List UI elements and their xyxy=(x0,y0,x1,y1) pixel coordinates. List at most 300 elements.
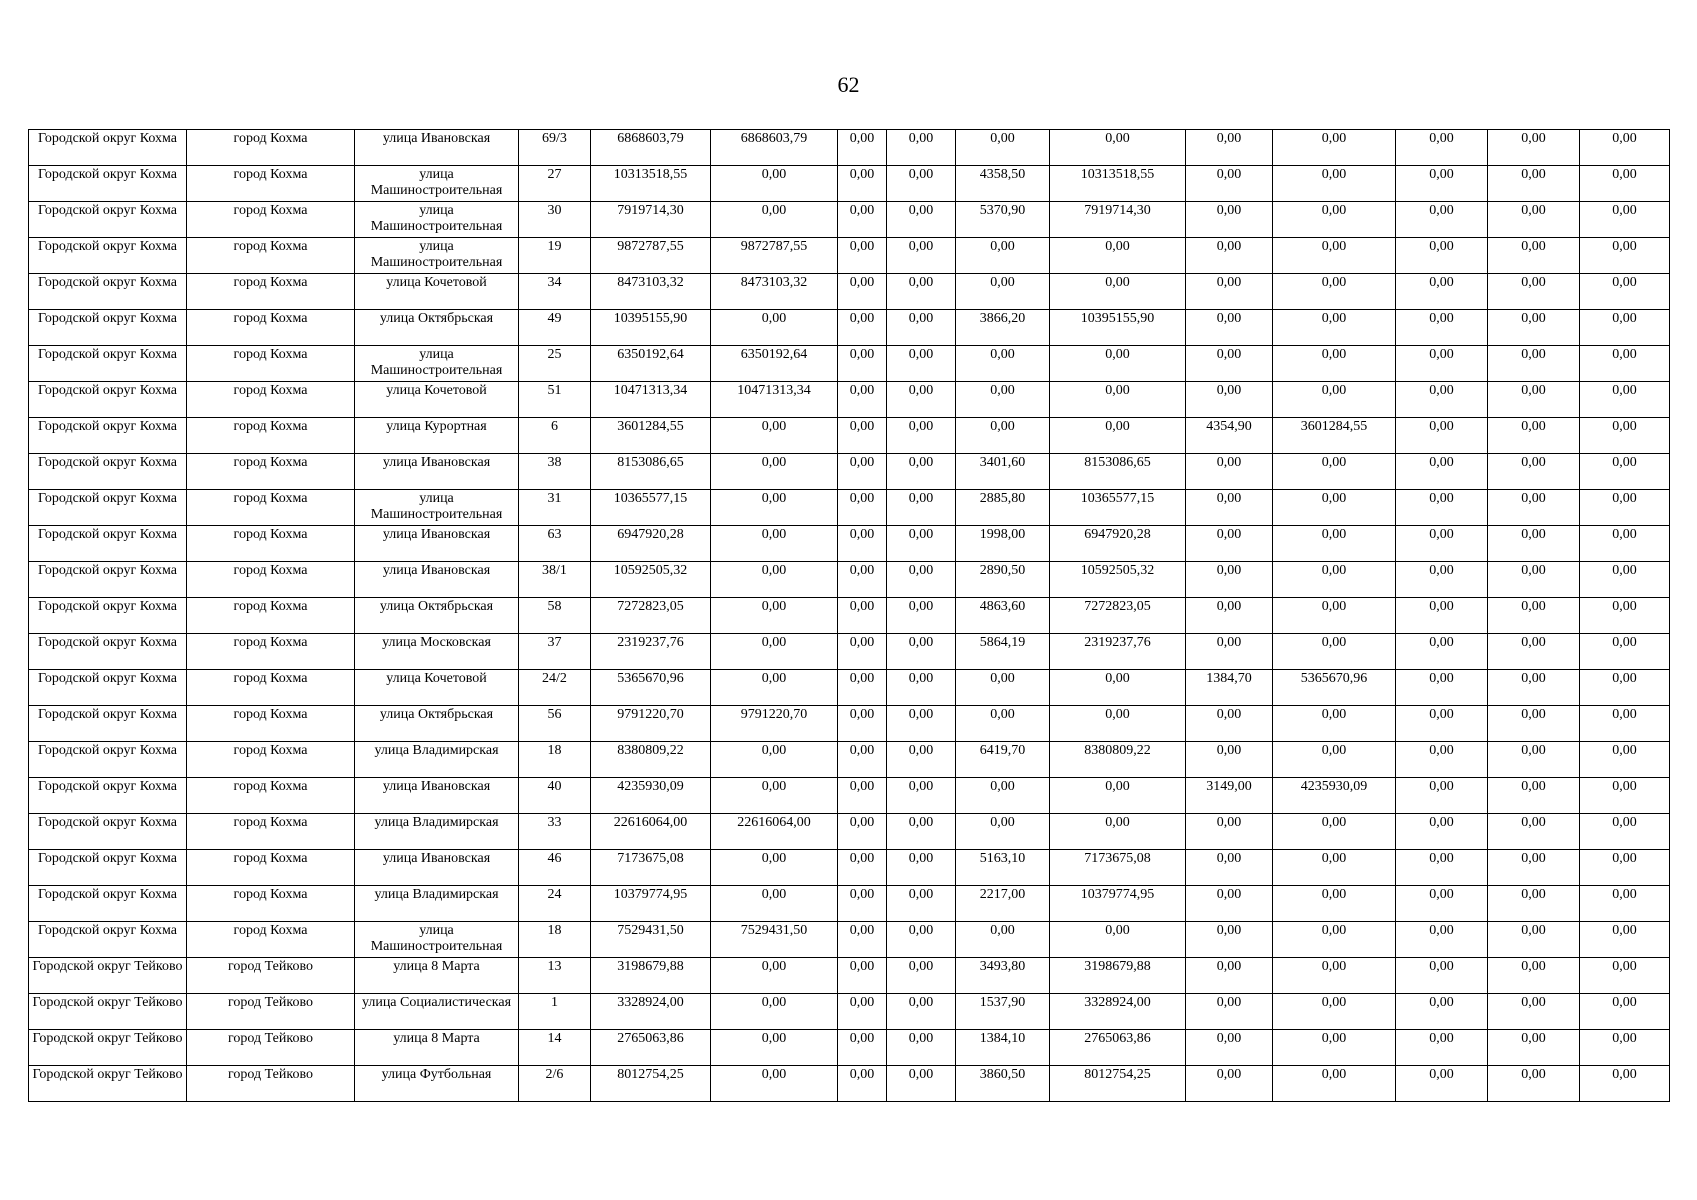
table-cell: Городской округ Кохма xyxy=(29,382,187,418)
table-cell: 0,00 xyxy=(887,382,956,418)
table-row xyxy=(29,850,1670,886)
table-cell: 51 xyxy=(519,382,591,418)
table-cell: 0,00 xyxy=(711,886,838,922)
table-cell: город Кохма xyxy=(187,814,355,850)
table-cell: город Кохма xyxy=(187,202,355,238)
table-cell: 0,00 xyxy=(1273,202,1396,238)
table-cell: 9872787,55 xyxy=(591,238,711,274)
table-cell: 0,00 xyxy=(838,994,887,1030)
table-row xyxy=(29,922,1670,958)
table-cell: 0,00 xyxy=(711,526,838,562)
table-cell: Городской округ Кохма xyxy=(29,238,187,274)
table-cell: 2765063,86 xyxy=(591,1030,711,1066)
table-cell: 3198679,88 xyxy=(1050,958,1186,994)
table-cell: 0,00 xyxy=(1488,1066,1580,1102)
table-cell: улица Владимирская xyxy=(355,814,519,850)
table-cell: 1 xyxy=(519,994,591,1030)
table-cell: 0,00 xyxy=(1273,742,1396,778)
table-cell: 0,00 xyxy=(1488,382,1580,418)
table-cell: 0,00 xyxy=(1396,166,1488,202)
table-cell: 0,00 xyxy=(838,850,887,886)
table-cell: 0,00 xyxy=(1488,598,1580,634)
table-cell: 0,00 xyxy=(1186,814,1273,850)
table-cell: улица Машиностроительная xyxy=(355,166,519,202)
table-cell: 8473103,32 xyxy=(711,274,838,310)
table-cell: 0,00 xyxy=(887,346,956,382)
table-cell: 0,00 xyxy=(1273,634,1396,670)
table-cell: улица Ивановская xyxy=(355,778,519,814)
table-cell: 0,00 xyxy=(1050,922,1186,958)
table-cell: 30 xyxy=(519,202,591,238)
table-cell: 0,00 xyxy=(1580,850,1670,886)
table-cell: город Кохма xyxy=(187,598,355,634)
table-cell: 0,00 xyxy=(1488,238,1580,274)
table-cell: 0,00 xyxy=(1050,778,1186,814)
table-cell: 0,00 xyxy=(1488,526,1580,562)
table-cell: 0,00 xyxy=(956,922,1050,958)
table-cell: 0,00 xyxy=(1050,706,1186,742)
table-cell: 0,00 xyxy=(711,202,838,238)
table-cell: город Кохма xyxy=(187,634,355,670)
table-cell: город Кохма xyxy=(187,490,355,526)
table-cell: 0,00 xyxy=(711,1066,838,1102)
table-cell: 8153086,65 xyxy=(591,454,711,490)
table-cell: 0,00 xyxy=(1580,994,1670,1030)
table-cell: 0,00 xyxy=(1273,850,1396,886)
table-cell: Городской округ Кохма xyxy=(29,634,187,670)
table-cell: 18 xyxy=(519,742,591,778)
table-cell: 0,00 xyxy=(1396,310,1488,346)
table-cell: 0,00 xyxy=(1186,238,1273,274)
table-cell: 9791220,70 xyxy=(591,706,711,742)
table-cell: улица Ивановская xyxy=(355,454,519,490)
table-cell: 4235930,09 xyxy=(1273,778,1396,814)
table-cell: город Кохма xyxy=(187,166,355,202)
table-cell: Городской округ Тейково xyxy=(29,994,187,1030)
table-cell: 0,00 xyxy=(1396,994,1488,1030)
table-cell: 0,00 xyxy=(1186,994,1273,1030)
table-row xyxy=(29,886,1670,922)
table-cell: 0,00 xyxy=(887,1030,956,1066)
table-cell: 5370,90 xyxy=(956,202,1050,238)
table-cell: 0,00 xyxy=(1273,562,1396,598)
table-cell: 0,00 xyxy=(956,274,1050,310)
table-cell: улица Кочетовой xyxy=(355,274,519,310)
table-cell: 0,00 xyxy=(838,454,887,490)
table-cell: 8380809,22 xyxy=(1050,742,1186,778)
table-cell: улица Футбольная xyxy=(355,1066,519,1102)
table-cell: 0,00 xyxy=(1396,490,1488,526)
table-cell: 6 xyxy=(519,418,591,454)
table-row xyxy=(29,1030,1670,1066)
table-cell: 0,00 xyxy=(1273,310,1396,346)
table-cell: 3493,80 xyxy=(956,958,1050,994)
table-cell: 0,00 xyxy=(1273,382,1396,418)
table-cell: 0,00 xyxy=(711,166,838,202)
table-cell: 0,00 xyxy=(1580,418,1670,454)
table-cell: 0,00 xyxy=(887,634,956,670)
table-cell: 10365577,15 xyxy=(1050,490,1186,526)
table-cell: 0,00 xyxy=(1580,742,1670,778)
table-cell: 0,00 xyxy=(1488,742,1580,778)
table-cell: Городской округ Тейково xyxy=(29,1030,187,1066)
table-cell: 0,00 xyxy=(1186,850,1273,886)
table-cell: Городской округ Кохма xyxy=(29,202,187,238)
table-cell: 31 xyxy=(519,490,591,526)
table-cell: Городской округ Кохма xyxy=(29,310,187,346)
table-cell: улица Социалистическая xyxy=(355,994,519,1030)
table-cell: 0,00 xyxy=(887,778,956,814)
table-cell: город Тейково xyxy=(187,958,355,994)
table-cell: улица 8 Марта xyxy=(355,1030,519,1066)
table-cell: 0,00 xyxy=(956,238,1050,274)
table-cell: 0,00 xyxy=(1273,1030,1396,1066)
table-cell: 58 xyxy=(519,598,591,634)
table-cell: 0,00 xyxy=(1186,202,1273,238)
table-cell: 0,00 xyxy=(838,886,887,922)
table-cell: 0,00 xyxy=(838,202,887,238)
table-cell: 5163,10 xyxy=(956,850,1050,886)
table-cell: город Кохма xyxy=(187,382,355,418)
table-cell: 0,00 xyxy=(1273,598,1396,634)
table-cell: 2/6 xyxy=(519,1066,591,1102)
table-cell: 0,00 xyxy=(838,922,887,958)
table-cell: 0,00 xyxy=(1273,238,1396,274)
table-cell: Городской округ Кохма xyxy=(29,778,187,814)
table-row xyxy=(29,670,1670,706)
table-cell: улица Курортная xyxy=(355,418,519,454)
page-number: 62 xyxy=(837,72,860,97)
table-cell: 0,00 xyxy=(711,490,838,526)
table-cell: 0,00 xyxy=(838,958,887,994)
table-cell: 7173675,08 xyxy=(591,850,711,886)
table-cell: 27 xyxy=(519,166,591,202)
table-cell: город Кохма xyxy=(187,274,355,310)
table-cell: город Кохма xyxy=(187,706,355,742)
table-cell: город Кохма xyxy=(187,922,355,958)
table-cell: 0,00 xyxy=(887,1066,956,1102)
table-cell: 10313518,55 xyxy=(1050,166,1186,202)
table-body xyxy=(29,130,1670,1102)
table-cell: Городской округ Кохма xyxy=(29,526,187,562)
table-cell: 3860,50 xyxy=(956,1066,1050,1102)
table-cell: город Кохма xyxy=(187,850,355,886)
table-cell: 0,00 xyxy=(1580,346,1670,382)
table-cell: Городской округ Кохма xyxy=(29,886,187,922)
table-cell: город Кохма xyxy=(187,418,355,454)
table-cell: 40 xyxy=(519,778,591,814)
table-cell: 0,00 xyxy=(1580,130,1670,166)
table-row xyxy=(29,418,1670,454)
table-cell: 0,00 xyxy=(1186,490,1273,526)
table-row xyxy=(29,814,1670,850)
table-cell: 0,00 xyxy=(956,382,1050,418)
table-cell: 0,00 xyxy=(1580,634,1670,670)
table-cell: 0,00 xyxy=(1396,346,1488,382)
table-cell: 0,00 xyxy=(1273,814,1396,850)
table-row xyxy=(29,742,1670,778)
table-cell: 0,00 xyxy=(838,634,887,670)
table-cell: 3866,20 xyxy=(956,310,1050,346)
table-cell: 69/3 xyxy=(519,130,591,166)
table-cell: 0,00 xyxy=(887,166,956,202)
table-cell: 0,00 xyxy=(1580,490,1670,526)
table-cell: 3149,00 xyxy=(1186,778,1273,814)
table-row xyxy=(29,994,1670,1030)
table-cell: 9872787,55 xyxy=(711,238,838,274)
table-cell: 0,00 xyxy=(956,706,1050,742)
table-cell: 0,00 xyxy=(1273,130,1396,166)
table-cell: 0,00 xyxy=(711,742,838,778)
table-cell: 7529431,50 xyxy=(711,922,838,958)
table-cell: 0,00 xyxy=(1580,562,1670,598)
table-row xyxy=(29,526,1670,562)
table-cell: 0,00 xyxy=(1396,706,1488,742)
table-cell: 0,00 xyxy=(956,346,1050,382)
table-cell: 0,00 xyxy=(1186,742,1273,778)
table-cell: 0,00 xyxy=(1488,886,1580,922)
table-cell: улица Машиностроительная xyxy=(355,490,519,526)
table-cell: 2319237,76 xyxy=(1050,634,1186,670)
table-cell: 0,00 xyxy=(711,994,838,1030)
table-cell: улица Машиностроительная xyxy=(355,202,519,238)
table-cell: Городской округ Кохма xyxy=(29,670,187,706)
table-cell: 3198679,88 xyxy=(591,958,711,994)
table-cell: 8153086,65 xyxy=(1050,454,1186,490)
table-cell: 22616064,00 xyxy=(711,814,838,850)
table-cell: 6947920,28 xyxy=(591,526,711,562)
table-cell: 0,00 xyxy=(1186,1030,1273,1066)
table-cell: 0,00 xyxy=(838,670,887,706)
table-cell: 0,00 xyxy=(1050,382,1186,418)
table-cell: 4358,50 xyxy=(956,166,1050,202)
table-cell: улица Ивановская xyxy=(355,850,519,886)
table-cell: 0,00 xyxy=(838,706,887,742)
table-cell: 0,00 xyxy=(1050,670,1186,706)
table-row xyxy=(29,382,1670,418)
table-row xyxy=(29,274,1670,310)
table-cell: улица 8 Марта xyxy=(355,958,519,994)
table-cell: 0,00 xyxy=(838,526,887,562)
table-cell: 0,00 xyxy=(1580,1066,1670,1102)
table-row xyxy=(29,562,1670,598)
table-cell: улица Октябрьская xyxy=(355,598,519,634)
table-cell: 0,00 xyxy=(1273,886,1396,922)
table-cell: 46 xyxy=(519,850,591,886)
table-cell: Городской округ Кохма xyxy=(29,742,187,778)
table-cell: Городской округ Кохма xyxy=(29,706,187,742)
table-cell: 0,00 xyxy=(1580,382,1670,418)
table-cell: Городской округ Кохма xyxy=(29,850,187,886)
table-cell: город Кохма xyxy=(187,742,355,778)
table-cell: 0,00 xyxy=(1186,130,1273,166)
table-cell: 38 xyxy=(519,454,591,490)
table-cell: 0,00 xyxy=(887,526,956,562)
table-cell: 0,00 xyxy=(1580,670,1670,706)
table-cell: город Кохма xyxy=(187,238,355,274)
table-cell: 0,00 xyxy=(1186,706,1273,742)
table-cell: 0,00 xyxy=(1488,994,1580,1030)
table-cell: город Кохма xyxy=(187,130,355,166)
table-cell: 0,00 xyxy=(1580,706,1670,742)
table-cell: 0,00 xyxy=(838,598,887,634)
table-cell: 0,00 xyxy=(838,490,887,526)
table-cell: Городской округ Тейково xyxy=(29,958,187,994)
table-cell: 0,00 xyxy=(711,958,838,994)
table-row xyxy=(29,958,1670,994)
table-cell: 8012754,25 xyxy=(591,1066,711,1102)
table-cell: 8380809,22 xyxy=(591,742,711,778)
table-cell: 0,00 xyxy=(1396,238,1488,274)
table-cell: 10395155,90 xyxy=(1050,310,1186,346)
table-cell: 5864,19 xyxy=(956,634,1050,670)
table-cell: 0,00 xyxy=(838,418,887,454)
table-cell: 0,00 xyxy=(1580,1030,1670,1066)
table-cell: 7529431,50 xyxy=(591,922,711,958)
table-cell: Городской округ Кохма xyxy=(29,274,187,310)
table-row xyxy=(29,598,1670,634)
table-row xyxy=(29,238,1670,274)
table-cell: 0,00 xyxy=(1488,670,1580,706)
table-cell: 0,00 xyxy=(1396,382,1488,418)
table-cell: 0,00 xyxy=(1273,922,1396,958)
table-cell: 10379774,95 xyxy=(1050,886,1186,922)
table-row xyxy=(29,202,1670,238)
table-cell: 1998,00 xyxy=(956,526,1050,562)
table-cell: 24/2 xyxy=(519,670,591,706)
table-cell: улица Владимирская xyxy=(355,742,519,778)
table-cell: 0,00 xyxy=(1580,202,1670,238)
table-cell: 4863,60 xyxy=(956,598,1050,634)
table-cell: 0,00 xyxy=(887,958,956,994)
table-cell: 0,00 xyxy=(1186,526,1273,562)
table-cell: 0,00 xyxy=(1488,490,1580,526)
table-cell: 0,00 xyxy=(1050,238,1186,274)
table-cell: город Кохма xyxy=(187,346,355,382)
table-cell: 2765063,86 xyxy=(1050,1030,1186,1066)
table-cell: 0,00 xyxy=(1580,958,1670,994)
table-cell: 0,00 xyxy=(1488,958,1580,994)
table-cell: 6868603,79 xyxy=(591,130,711,166)
table-cell: 0,00 xyxy=(1488,418,1580,454)
table-cell: Городской округ Кохма xyxy=(29,454,187,490)
table-cell: улица Кочетовой xyxy=(355,382,519,418)
table-cell: Городской округ Кохма xyxy=(29,346,187,382)
table-cell: 49 xyxy=(519,310,591,346)
table-cell: 0,00 xyxy=(887,274,956,310)
table-row xyxy=(29,778,1670,814)
table-cell: улица Московская xyxy=(355,634,519,670)
table-cell: 0,00 xyxy=(838,238,887,274)
table-cell: 0,00 xyxy=(1186,454,1273,490)
table-cell: город Кохма xyxy=(187,670,355,706)
table-row xyxy=(29,310,1670,346)
table-cell: 1384,70 xyxy=(1186,670,1273,706)
table-cell: 0,00 xyxy=(838,1066,887,1102)
table-cell: 0,00 xyxy=(1186,886,1273,922)
table-cell: 0,00 xyxy=(838,382,887,418)
table-row xyxy=(29,346,1670,382)
table-cell: 0,00 xyxy=(1396,886,1488,922)
table-cell: 0,00 xyxy=(887,922,956,958)
table-cell: 0,00 xyxy=(887,886,956,922)
table-cell: 0,00 xyxy=(1186,562,1273,598)
table-cell: город Тейково xyxy=(187,1030,355,1066)
table-cell: Городской округ Кохма xyxy=(29,166,187,202)
table-cell: 0,00 xyxy=(838,274,887,310)
table-cell: 10313518,55 xyxy=(591,166,711,202)
table-cell: 0,00 xyxy=(711,778,838,814)
table-cell: 0,00 xyxy=(1580,778,1670,814)
table-cell: город Кохма xyxy=(187,886,355,922)
table-cell: 0,00 xyxy=(1488,346,1580,382)
table-cell: 0,00 xyxy=(1186,382,1273,418)
table-cell: 0,00 xyxy=(711,1030,838,1066)
table-cell: 0,00 xyxy=(1186,346,1273,382)
table-cell: город Кохма xyxy=(187,562,355,598)
table-cell: 0,00 xyxy=(887,490,956,526)
table-cell: 0,00 xyxy=(1488,166,1580,202)
table-cell: Городской округ Кохма xyxy=(29,814,187,850)
table-cell: 0,00 xyxy=(1488,814,1580,850)
table-cell: 0,00 xyxy=(1488,850,1580,886)
table-cell: 1537,90 xyxy=(956,994,1050,1030)
table-cell: Городской округ Кохма xyxy=(29,418,187,454)
table-cell: 10592505,32 xyxy=(591,562,711,598)
table-cell: 0,00 xyxy=(1273,526,1396,562)
table-cell: 0,00 xyxy=(1580,526,1670,562)
table-cell: 0,00 xyxy=(1050,274,1186,310)
table-cell: 0,00 xyxy=(838,562,887,598)
table-cell: 0,00 xyxy=(1488,454,1580,490)
table-cell: улица Машиностроительная xyxy=(355,346,519,382)
table-cell: город Тейково xyxy=(187,994,355,1030)
table-cell: 0,00 xyxy=(1050,130,1186,166)
table-cell: 0,00 xyxy=(956,130,1050,166)
table-cell: Городской округ Кохма xyxy=(29,598,187,634)
table-cell: 6350192,64 xyxy=(591,346,711,382)
table-cell: 8012754,25 xyxy=(1050,1066,1186,1102)
table-cell: 0,00 xyxy=(1186,274,1273,310)
table-cell: 13 xyxy=(519,958,591,994)
table-cell: 0,00 xyxy=(1488,706,1580,742)
table-cell: 0,00 xyxy=(1488,310,1580,346)
table-cell: 0,00 xyxy=(1488,130,1580,166)
table-cell: 0,00 xyxy=(887,202,956,238)
table-cell: 0,00 xyxy=(1488,1030,1580,1066)
table-cell: улица Владимирская xyxy=(355,886,519,922)
table-cell: 63 xyxy=(519,526,591,562)
table-cell: 6350192,64 xyxy=(711,346,838,382)
table-cell: 0,00 xyxy=(1396,1030,1488,1066)
table-cell: 6419,70 xyxy=(956,742,1050,778)
table-row xyxy=(29,490,1670,526)
table-cell: 5365670,96 xyxy=(1273,670,1396,706)
table-cell: 6868603,79 xyxy=(711,130,838,166)
table-cell: 3328924,00 xyxy=(591,994,711,1030)
table-cell: 0,00 xyxy=(1396,742,1488,778)
table-cell: 0,00 xyxy=(887,238,956,274)
table-cell: 0,00 xyxy=(1186,166,1273,202)
table-cell: 2885,80 xyxy=(956,490,1050,526)
table-cell: город Кохма xyxy=(187,526,355,562)
table-cell: 0,00 xyxy=(838,130,887,166)
table-cell: 0,00 xyxy=(1580,274,1670,310)
table-cell: 0,00 xyxy=(838,814,887,850)
table-cell: 0,00 xyxy=(1396,562,1488,598)
table-cell: 0,00 xyxy=(1273,166,1396,202)
table-cell: 10471313,34 xyxy=(711,382,838,418)
